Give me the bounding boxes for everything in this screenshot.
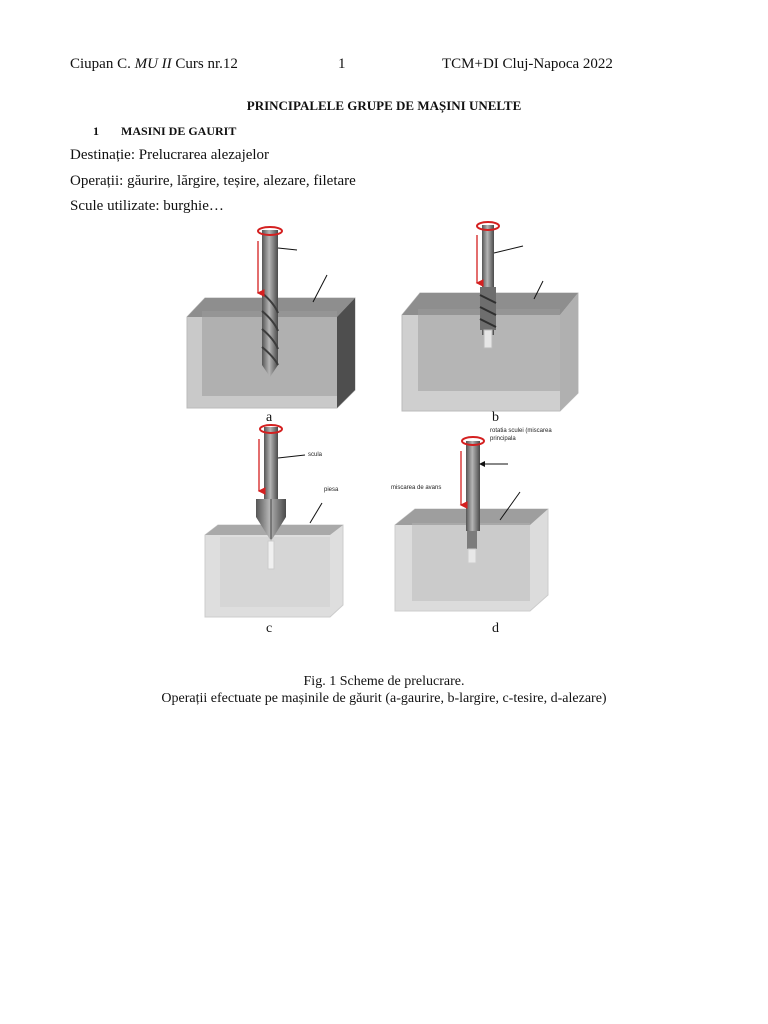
figure-caption-title: Fig. 1 Scheme de prelucrare. (303, 674, 465, 689)
annotation-feed: miscarea de avans (391, 485, 442, 491)
header-author: Ciupan C. (70, 56, 135, 72)
machining-schemes-figure (150, 215, 620, 640)
section-heading (93, 124, 236, 139)
figure-drawing (150, 215, 620, 640)
scheme-c-chamfering (205, 425, 343, 617)
tools-line: Scule utilizate: burghie… (70, 198, 224, 214)
sublabel-c: c (266, 621, 273, 636)
annotation-part: piesa (324, 487, 339, 493)
header-course-italic: MU II (134, 56, 172, 72)
header-course-rest: Curs nr.12 (171, 56, 238, 72)
scheme-a-drilling (187, 227, 355, 408)
sublabel-a: a (266, 410, 273, 425)
page-title: PRINCIPALELE GRUPE DE MAȘINI UNELTE (246, 98, 522, 113)
header-page-number: 1 (338, 56, 346, 72)
scheme-b-enlarging (402, 222, 578, 411)
annotation-rotation-1: rotatia sculei (miscarea (490, 428, 552, 434)
sublabel-b: b (492, 410, 499, 425)
figure-caption-description: Operații efectuate pe mașinile de găurit (a-gaurire, b-largire, c-tesire, d-alezare) (161, 691, 607, 706)
annotation-rotation-2: principala (490, 436, 516, 442)
section-number: 1 (93, 124, 99, 138)
sublabel-d: d (492, 621, 499, 636)
operations-line: Operații: găurire, lărgire, teșire, alezare, filetare (70, 173, 356, 189)
annotation-tool: scula (308, 452, 323, 458)
destination-line: Destinație: Prelucrarea alezajelor (70, 147, 270, 163)
scheme-d-reaming (391, 428, 552, 611)
section-title: MASINI DE GAURIT (121, 124, 237, 138)
header-author-course (70, 56, 238, 73)
header-institution: TCM+DI Cluj-Napoca 2022 (442, 56, 613, 72)
